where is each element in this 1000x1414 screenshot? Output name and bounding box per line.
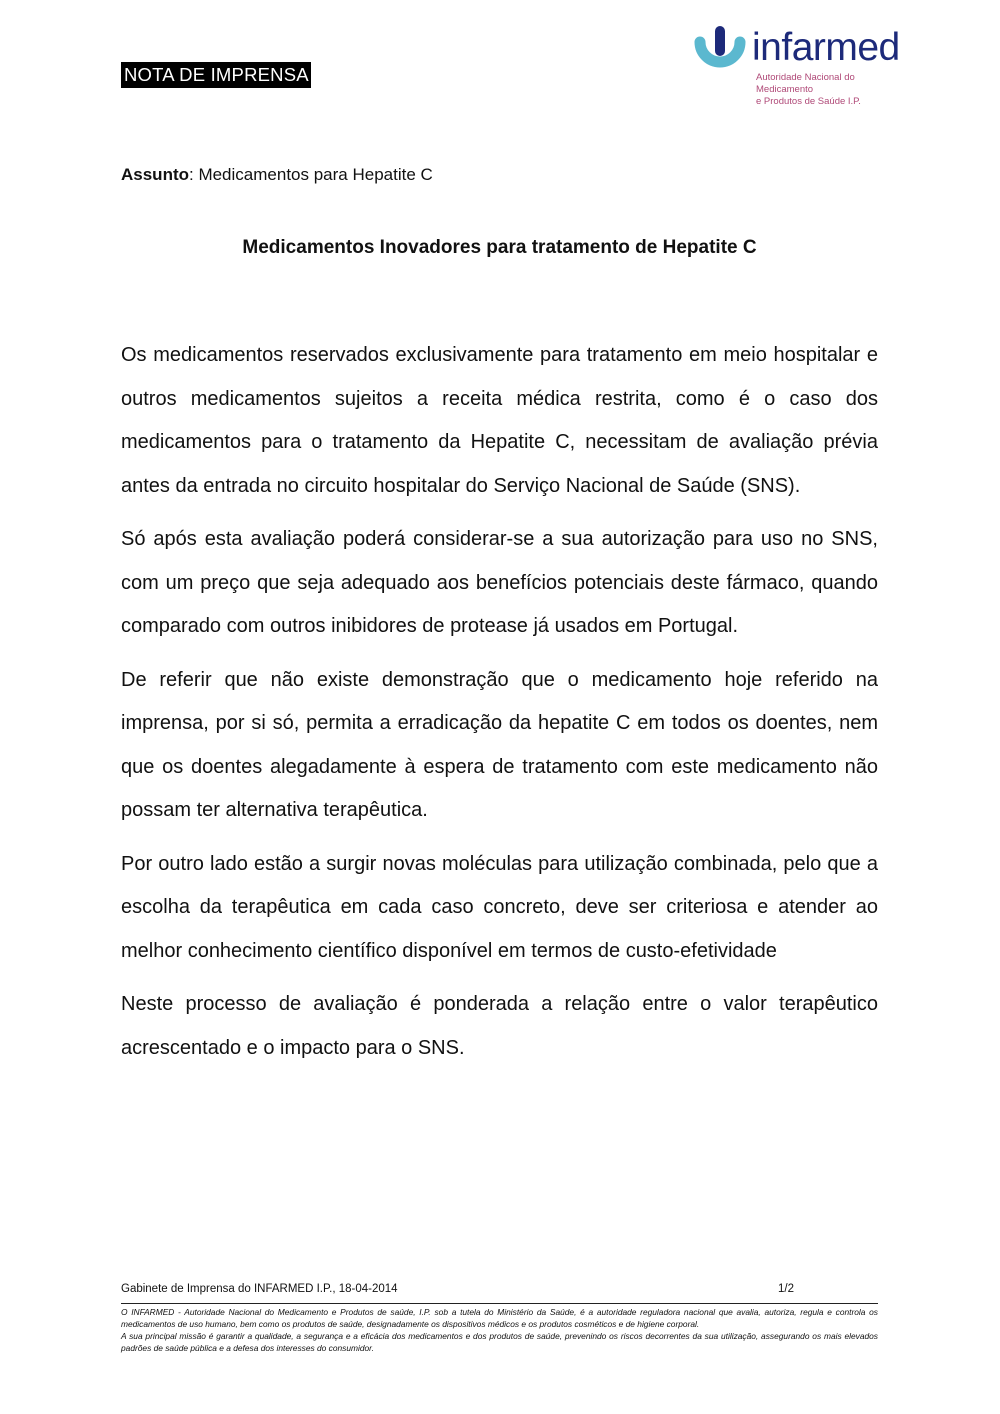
infarmed-logo-icon: [694, 24, 746, 84]
footer-note: [121, 1307, 878, 1355]
infarmed-logo: [694, 24, 914, 107]
subject-label: Assunto: [121, 165, 189, 184]
paragraph-1: Os medicamentos reservados exclusivamente para tratamento em meio hospitalar e outros medicamentos sujeitos a receita médica restrita, como é o caso dos medicamentos para o tratamento da Hepatite C, necessitam de avaliação prévia antes da entrada no circuito hospitalar do Serviço Nacional de Saúde (SNS).: [121, 344, 878, 497]
logo-subtitle-line-2: e Produtos de Saúde I.P.: [756, 96, 861, 107]
logo-name: infarmed: [752, 26, 900, 69]
subject-line: [121, 164, 433, 186]
paragraph-4: Por outro lado estão a surgir novas moléculas para utilização combinada, pelo que a escolha da terapêutica em cada caso concreto, deve ser criteriosa e atender ao melhor conhecimento científico disponível em termos de custo-efetividade: [121, 852, 878, 962]
footer-line: [121, 1281, 878, 1297]
footer-note-2: A sua principal missão é garantir a qualidade, a segurança e a eficácia dos medicamentos e dos produtos de saúde, prevenindo os riscos decorrentes da sua utilização, assegurando os mais elevados padrões de saúde pública e a defesa dos interesses do consumidor.: [121, 1331, 878, 1353]
page-number: 1/2: [778, 1283, 794, 1295]
press-release-label: NOTA DE IMPRENSA: [121, 62, 311, 88]
paragraph-2: Só após esta avaliação poderá considerar-se a sua autorização para uso no SNS, com um preço que seja adequado aos benefícios potenciais deste fármaco, quando comparado com outros inibidores de protease já usados em Portugal.: [121, 528, 878, 637]
footer-office: Gabinete de Imprensa do INFARMED I.P., 18-04-2014: [121, 1283, 398, 1295]
body-text: [121, 334, 878, 1080]
footer-divider: [121, 1303, 878, 1304]
paragraph-3: De referir que não existe demonstração que o medicamento hoje referido na imprensa, por si só, permita a erradicação da hepatite C em todos os doentes, nem que os doentes alegadamente à espera de tratamento com este medicamento não possam ter alternativa terapêutica.: [121, 668, 878, 821]
footer-note-1: O INFARMED - Autoridade Nacional do Medicamento e Produtos de saúde, I.P. sob a tutela do Ministério da Saúde, é a autoridade reguladora nacional que avalia, autoriza, regula e controla os medicamentos de uso humano, bem como os produtos de saúde, designadamente os dispositivos médicos e os produtos cosméticos e de higiene corporal.: [121, 1307, 878, 1329]
logo-subtitle: [756, 72, 914, 108]
subject-value: : Medicamentos para Hepatite C: [189, 165, 433, 184]
paragraph-5: Neste processo de avaliação é ponderada a relação entre o valor terapêutico acrescentado e o impacto para o SNS.: [121, 993, 878, 1059]
document-title: Medicamentos Inovadores para tratamento de Hepatite C: [242, 237, 757, 258]
logo-subtitle-line-1: Autoridade Nacional do Medicamento: [756, 72, 855, 95]
